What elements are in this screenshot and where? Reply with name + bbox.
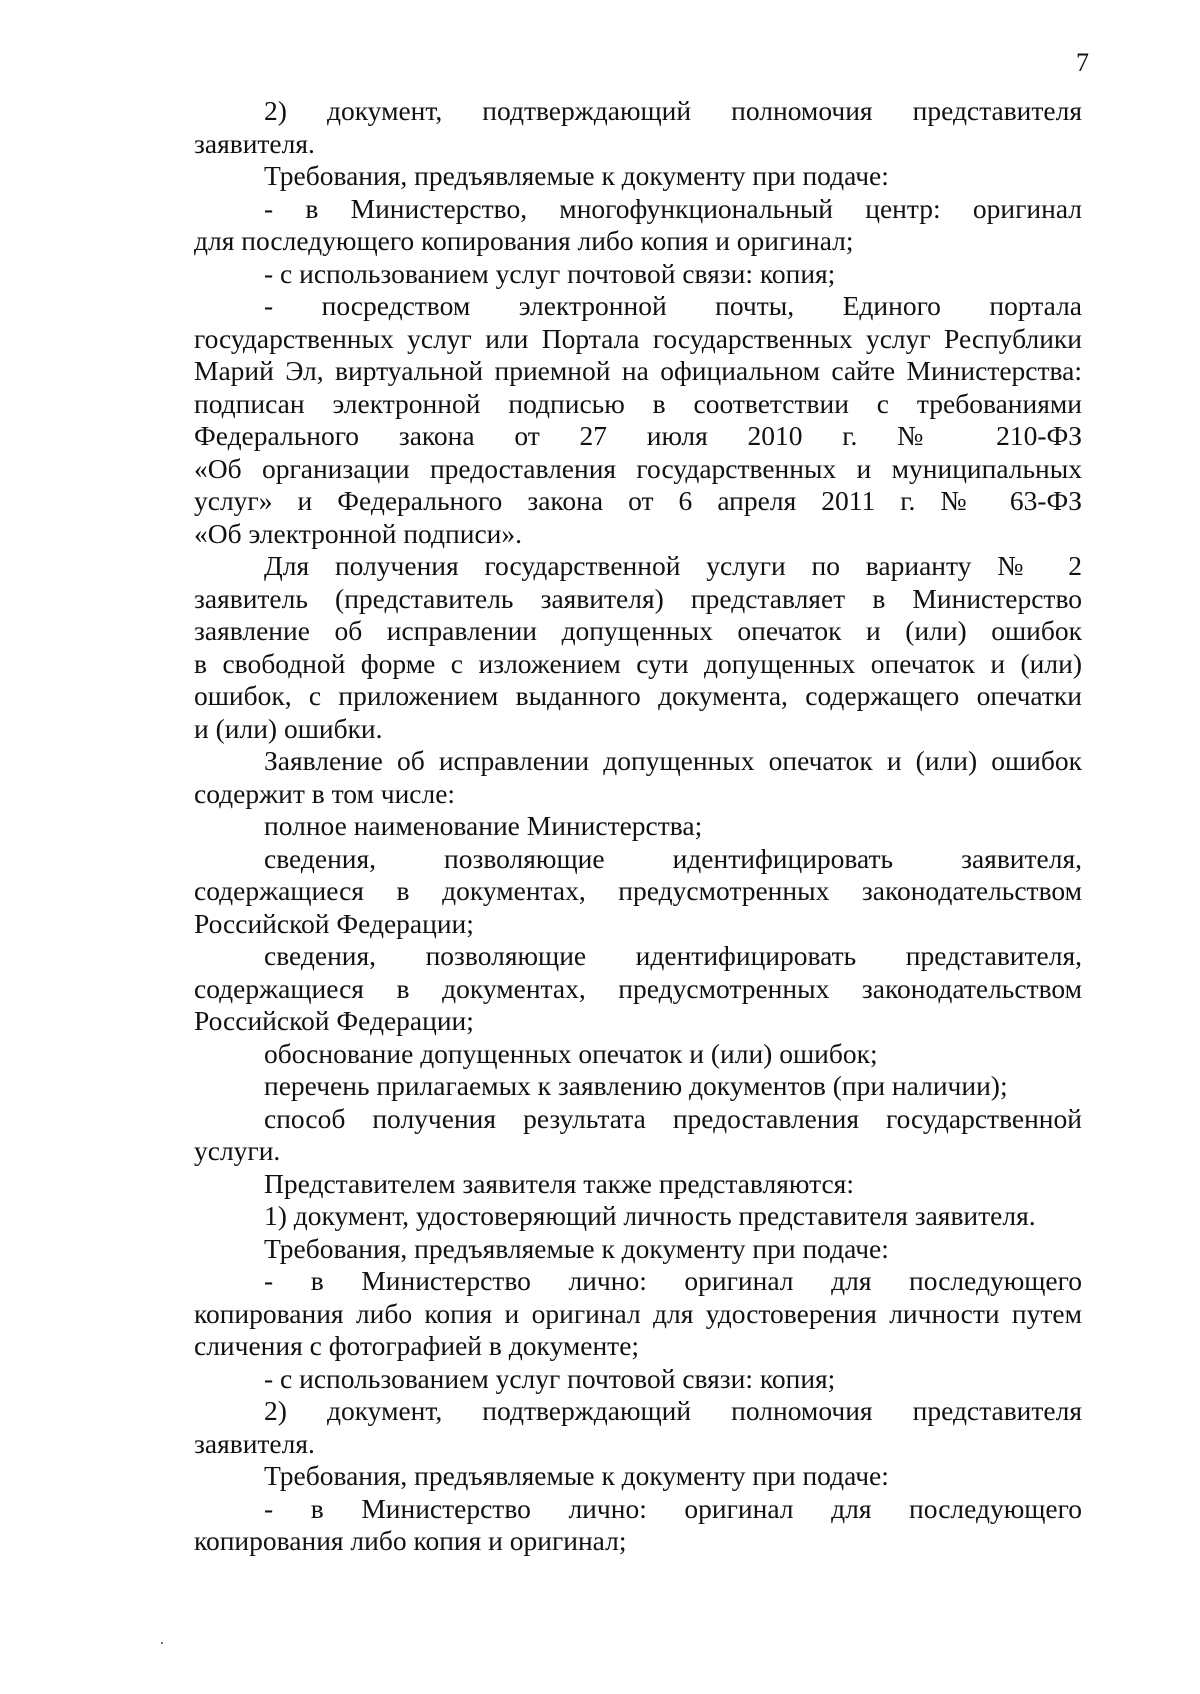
text-line: обоснование допущенных опечаток и (или) ошибок; — [264, 1037, 878, 1069]
text-line: копирования либо копия и оригинал; — [194, 1525, 627, 1556]
text-line: заявление об исправлении допущенных опечаток и (или) ошибок — [194, 615, 1082, 646]
text-line: - в Министерство лично: оригинал для последующего — [264, 1265, 1082, 1296]
text-line: Российской Федерации; — [194, 1005, 474, 1036]
text-line: содержит в том числе: — [194, 777, 456, 809]
text-line: Для получения государственной услуги по варианту № 2 — [264, 550, 1082, 581]
text-line: ошибок, с приложением выданного документа, содержащего опечатки — [194, 680, 1082, 711]
text-line: - с использованием услуг почтовой связи: копия; — [264, 257, 836, 289]
text-line: - с использованием услуг почтовой связи: копия; — [264, 1362, 836, 1394]
text-line: копирования либо копия и оригинал для удостоверения личности путем — [194, 1297, 1082, 1329]
text-line: услуг» и Федерального закона от 6 апреля 2011 г. № 63-ФЗ — [194, 485, 1082, 516]
text-line: Требования, предъявляемые к документу при подаче: — [264, 1232, 889, 1264]
text-line: Федерального закона от 27 июля 2010 г. № 210-ФЗ — [194, 420, 1082, 451]
text-line: и (или) ошибки. — [194, 712, 383, 744]
document-body — [194, 95, 1082, 1558]
text-line: Заявление об исправлении допущенных опечаток и (или) ошибок — [264, 745, 1082, 776]
text-line: 2) документ, подтверждающий полномочия представителя — [264, 1395, 1082, 1426]
text-line: способ получения результата предоставления государственной — [264, 1102, 1082, 1134]
text-line: «Об электронной подписи». — [194, 517, 522, 549]
text-line: сведения, позволяющие идентифицировать заявителя, — [264, 842, 1082, 874]
text-line: сличения с фотографией в документе; — [194, 1330, 640, 1361]
text-line: содержащиеся в документах, предусмотренных законодательством — [194, 972, 1082, 1004]
text-line: Требования, предъявляемые к документу при подаче: — [264, 1460, 889, 1491]
text-line: услуги. — [194, 1135, 281, 1166]
text-line: Российской Федерации; — [194, 907, 474, 939]
text-line: - в Министерство, многофункциональный центр: оригинал — [264, 192, 1082, 224]
text-line: подписан электронной подписью в соответствии с требованиями — [194, 387, 1082, 419]
text-line: Марий Эл, виртуальной приемной на официальном сайте Министерства: — [194, 355, 1082, 386]
text-line: - в Министерство лично: оригинал для последующего — [264, 1492, 1082, 1524]
text-line: «Об организации предоставления государственных и муниципальных — [194, 452, 1082, 484]
text-line: содержащиеся в документах, предусмотренных законодательством — [194, 875, 1082, 906]
scan-speck — [161, 1642, 163, 1644]
text-line: полное наименование Министерства; — [264, 810, 703, 841]
text-line: - посредством электронной почты, Единого портала — [264, 290, 1082, 321]
text-line: 2) документ, подтверждающий полномочия представителя — [264, 95, 1082, 126]
text-line: Представителем заявителя также представляются: — [264, 1167, 854, 1199]
text-line: заявителя. — [194, 1427, 315, 1459]
text-line: перечень прилагаемых к заявлению документов (при наличии); — [264, 1070, 1008, 1101]
text-line: Требования, предъявляемые к документу при подаче: — [264, 160, 889, 191]
text-line: сведения, позволяющие идентифицировать представителя, — [264, 940, 1082, 971]
text-line: заявитель (представитель заявителя) представляет в Министерство — [194, 582, 1082, 614]
text-line: в свободной форме с изложением сути допущенных опечаток и (или) — [194, 647, 1082, 679]
text-line: заявителя. — [194, 127, 315, 159]
text-line: государственных услуг или Портала государственных услуг Республики — [194, 322, 1082, 354]
page-number: 7 — [1076, 48, 1089, 77]
text-line: 1) документ, удостоверяющий личность представителя заявителя. — [264, 1200, 1036, 1231]
text-line: для последующего копирования либо копия и оригинал; — [194, 225, 854, 256]
